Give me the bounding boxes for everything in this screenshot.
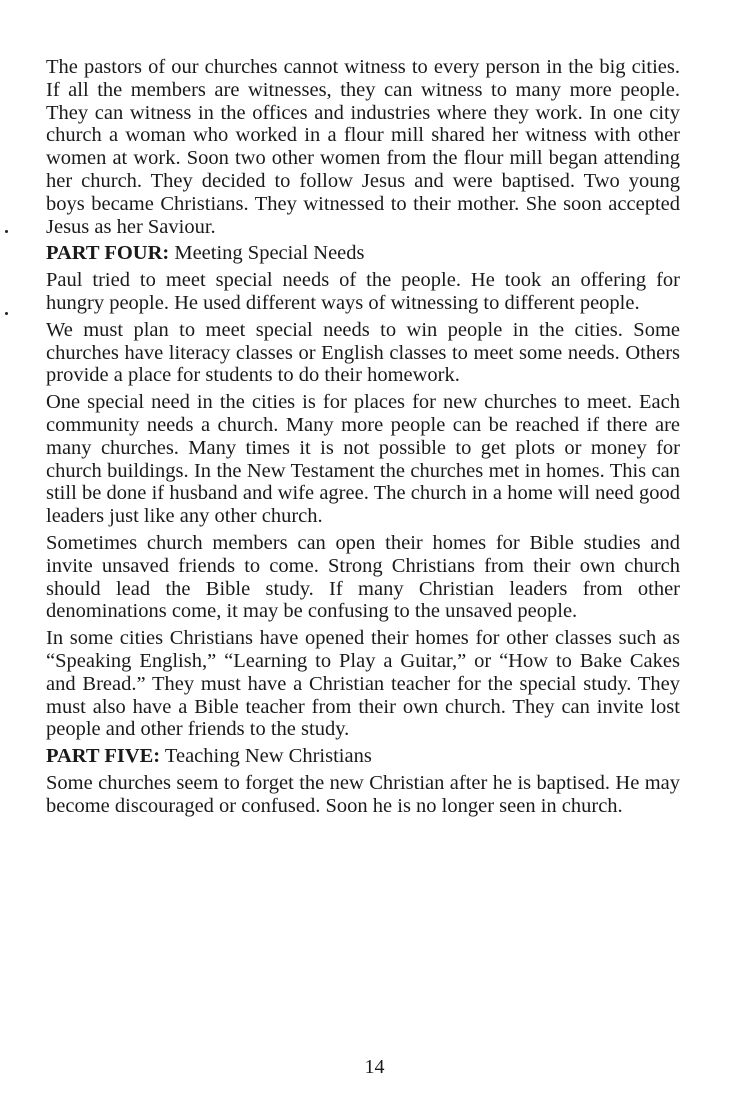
heading-part-four-title: Meeting Special Needs	[174, 242, 365, 265]
paragraph-places-for-churches: One special need in the cities is for places for new churches to meet. Each community needs a church. Many more people can be reached if there are many churches. Many times it is not possible to get plots or money for church buildings. In the New Testament the churches met in homes. This can still be done if husband and wife agree. The church in a home will need good leaders just like any other church.	[46, 391, 680, 528]
paragraph-pastors-witness: The pastors of our churches cannot witness to every person in the big cities. If all the members are witnesses, they can witness to many more people. They can witness in the offices and industries where they work. In one city church a woman who worked in a flour mill shared her witness with other women at work. Soon two other women from the flour mill began attending her church. They decided to follow Jesus and were baptised. Two young boys became Christians. They witnessed to their mother. She soon accepted Jesus as her Saviour.	[46, 56, 680, 238]
heading-part-five-label: PART FIVE:	[46, 745, 161, 768]
margin-mark	[5, 312, 8, 315]
page-number: 14	[364, 1056, 385, 1078]
paragraph-plan-special-needs: We must plan to meet special needs to win people in the cities. Some churches have literacy classes or English classes to meet some needs. Others provide a place for students to do their homework.	[46, 318, 680, 387]
heading-part-five-title: Teaching New Christians	[164, 745, 372, 768]
paragraph-bible-studies-homes: Sometimes church members can open their homes for Bible studies and invite unsaved friends to come. Strong Christians from their own church should lead the Bible study. If many Christian leaders from other denominations come, it may be confusing to the unsaved people.	[46, 531, 680, 623]
page-body	[46, 56, 680, 822]
heading-part-four	[46, 242, 680, 265]
paragraph-new-christians: Some churches seem to forget the new Christian after he is baptised. He may become discouraged or confused. Soon he is no longer seen in church.	[46, 771, 680, 817]
heading-part-five	[46, 745, 680, 768]
paragraph-paul-special-needs: Paul tried to meet special needs of the people. He took an offering for hungry people. He used different ways of witnessing to different people.	[46, 269, 680, 314]
heading-part-four-label: PART FOUR:	[46, 242, 170, 265]
margin-mark	[5, 230, 8, 233]
paragraph-special-classes: In some cities Christians have opened their homes for other classes such as “Speaking English,” “Learning to Play a Guitar,” or “How to Bake Cakes and Bread.” They must have a Christian teacher for the special study. They must also have a Bible teacher from their own church. They can invite lost people and other friends to the study.	[46, 627, 680, 741]
